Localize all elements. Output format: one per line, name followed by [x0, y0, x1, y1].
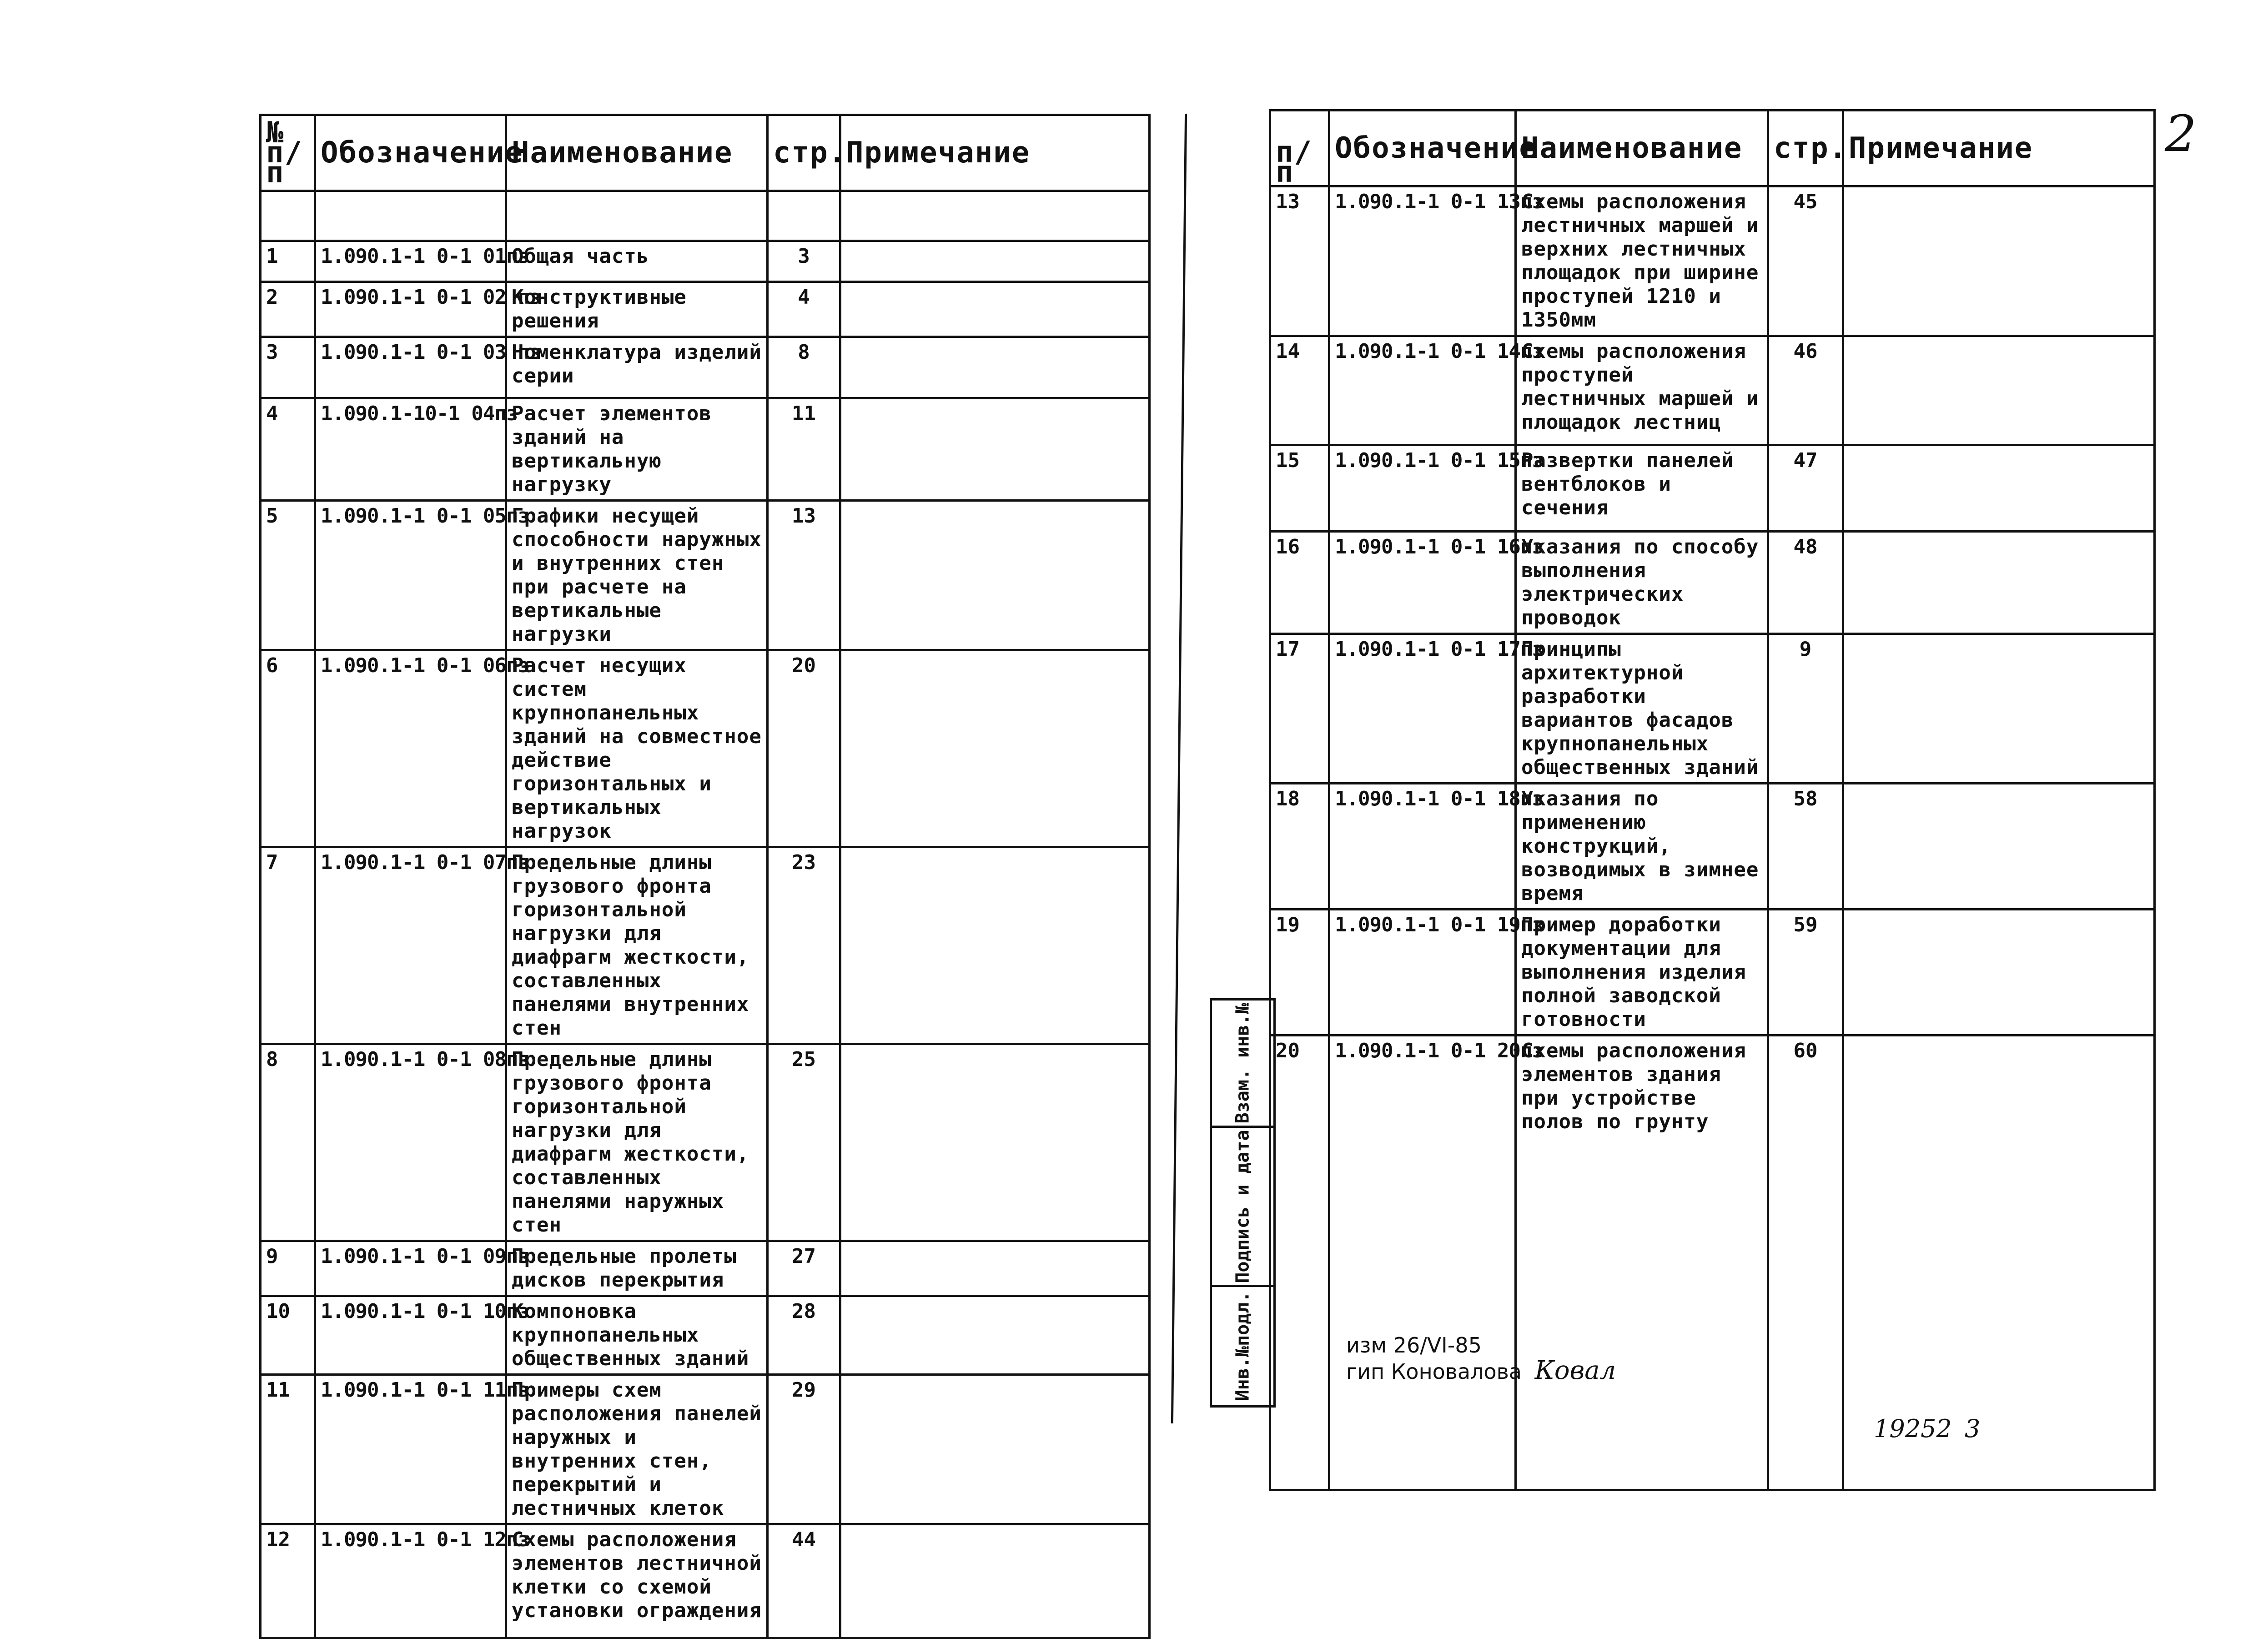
row-name: Конструктивные решения: [506, 282, 768, 337]
row-name: Номенклатура изделий серии: [506, 337, 768, 398]
col-code-header: Обозначение: [1329, 111, 1516, 186]
stamp-inv-podl-label: Инв.№подл.: [1232, 1291, 1253, 1401]
row-code: 1.090.1-1 0-1 05пз: [315, 501, 506, 650]
row-page: 59: [1768, 910, 1843, 1036]
table-row: [1270, 186, 2155, 336]
row-code: 1.090.1-1 0-1 07пз: [315, 847, 506, 1044]
row-number: 16: [1270, 532, 1329, 634]
row-note: [840, 1296, 1150, 1375]
table-row: [1270, 634, 2155, 784]
row-page: 48: [1768, 532, 1843, 634]
table-row: [261, 1524, 1150, 1638]
table-row: [261, 1375, 1150, 1524]
row-code: 1.090.1-1 0-1 02 пз: [315, 282, 506, 337]
stamp-inv-vzam-label: Взам. инв.№: [1232, 1003, 1253, 1123]
table-row: [261, 1241, 1150, 1296]
row-number: 17: [1270, 634, 1329, 784]
row-name: Указания по способу выполнения электрических проводок: [1516, 532, 1768, 634]
row-note: [840, 650, 1150, 847]
stamp-sign-date: [1212, 1128, 1273, 1287]
row-page: 45: [1768, 186, 1843, 336]
row-note: [840, 501, 1150, 650]
table-row: [261, 847, 1150, 1044]
table-header-row: [261, 115, 1150, 191]
row-page: 44: [768, 1524, 840, 1638]
left-register-table: [259, 114, 1151, 1639]
row-number: 4: [261, 398, 315, 501]
table-row: [261, 337, 1150, 398]
row-name: Предельные длины грузового фронта горизонтальной нагрузки для диафрагм жесткости, составленных панелями внутренних стен: [506, 847, 768, 1044]
page-mark: 2: [2165, 105, 2197, 163]
row-page: 27: [768, 1241, 840, 1296]
change-note-author: гип Коновалова: [1346, 1359, 1522, 1384]
table-row: [1270, 445, 2155, 532]
row-name: Общая часть: [506, 241, 768, 282]
row-note: [840, 337, 1150, 398]
row-note: [1843, 634, 2155, 784]
row-page: 3: [768, 241, 840, 282]
change-note: [1346, 1332, 1616, 1384]
footer-sheet-number: 3: [1965, 1414, 1981, 1443]
row-code: 1.090.1-1 0-1 11пз: [315, 1375, 506, 1524]
table-row: [1270, 336, 2155, 445]
row-page: 60: [1768, 1036, 1843, 1490]
row-note: [1843, 910, 2155, 1036]
row-number: 8: [261, 1044, 315, 1241]
row-page: 8: [768, 337, 840, 398]
row-number: 3: [261, 337, 315, 398]
row-page: [768, 191, 840, 241]
row-note: [840, 1241, 1150, 1296]
row-name: Примеры схем расположения панелей наружных и внутренних стен, перекрытий и лестничных клеток: [506, 1375, 768, 1524]
row-page: 9: [1768, 634, 1843, 784]
change-note-line1: изм 26/VI-85: [1346, 1333, 1482, 1357]
left-register-sheet: [259, 114, 1148, 1639]
row-code: 1.090.1-1 0-1 16пз: [1329, 532, 1516, 634]
right-register-table: [1269, 109, 2156, 1491]
row-code: [315, 191, 506, 241]
table-row: [261, 398, 1150, 501]
footer-doc-number: 19252: [1874, 1414, 1952, 1443]
row-name: Указания по применению конструкций, возводимых в зимнее время: [1516, 784, 1768, 910]
row-number: 1: [261, 241, 315, 282]
table-row: [261, 1296, 1150, 1375]
table-row: [261, 501, 1150, 650]
row-note: [1843, 445, 2155, 532]
row-code: 1.090.1-1 0-1 03 пз: [315, 337, 506, 398]
row-name: Предельные пролеты дисков перекрытия: [506, 1241, 768, 1296]
row-code: 1.090.1-1 0-1 01пз: [315, 241, 506, 282]
table-row: [261, 191, 1150, 241]
row-name: Расчет элементов зданий на вертикальную нагрузку: [506, 398, 768, 501]
row-number: 13: [1270, 186, 1329, 336]
row-name: [506, 191, 768, 241]
row-note: [840, 191, 1150, 241]
stamp-sign-date-label: Подпись и дата: [1232, 1129, 1253, 1283]
row-note: [840, 847, 1150, 1044]
table-row: [261, 1044, 1150, 1241]
col-note-header: Примечание: [1843, 111, 2155, 186]
row-number: 15: [1270, 445, 1329, 532]
row-name: Предельные длины грузового фронта горизонтальной нагрузки для диафрагм жесткости, составленных панелями наружных стен: [506, 1044, 768, 1241]
change-note-line2: [1346, 1358, 1616, 1384]
row-note: [840, 282, 1150, 337]
row-code: 1.090.1-1 0-1 20пз: [1329, 1036, 1516, 1490]
row-code: 1.090.1-1 0-1 10пз: [315, 1296, 506, 1375]
table-row: [1270, 532, 2155, 634]
row-note: [840, 398, 1150, 501]
row-code: 1.090.1-10-1 04пз: [315, 398, 506, 501]
table-row: [261, 650, 1150, 847]
row-code: 1.090.1-1 0-1 19пз: [1329, 910, 1516, 1036]
row-code: 1.090.1-1 0-1 13пз: [1329, 186, 1516, 336]
row-page: 25: [768, 1044, 840, 1241]
row-name: Пример доработки документации для выполнения изделия полной заводской готовности: [1516, 910, 1768, 1036]
row-page: 29: [768, 1375, 840, 1524]
row-page: 4: [768, 282, 840, 337]
row-number: 10: [261, 1296, 315, 1375]
right-register-sheet: [1269, 109, 2153, 1491]
col-note-header: Примечание: [840, 115, 1150, 191]
row-number: 19: [1270, 910, 1329, 1036]
table-row: [261, 282, 1150, 337]
col-name-header: Наименование: [506, 115, 768, 191]
row-code: 1.090.1-1 0-1 18пз: [1329, 784, 1516, 910]
row-number: 5: [261, 501, 315, 650]
row-number: 9: [261, 1241, 315, 1296]
row-page: 11: [768, 398, 840, 501]
row-number: 6: [261, 650, 315, 847]
col-page-header: стр.: [1768, 111, 1843, 186]
row-name: Графики несущей способности наружных и внутренних стен при расчете на вертикальные нагрузки: [506, 501, 768, 650]
col-num-header: № п/п: [261, 115, 315, 191]
row-page: 23: [768, 847, 840, 1044]
row-note: [1843, 784, 2155, 910]
row-name: Развертки панелей вентблоков и сечения: [1516, 445, 1768, 532]
row-number: 7: [261, 847, 315, 1044]
row-note: [840, 241, 1150, 282]
row-name: Расчет несущих систем крупнопанельных зданий на совместное действие горизонтальных и вертикальных нагрузок: [506, 650, 768, 847]
row-number: 14: [1270, 336, 1329, 445]
row-code: 1.090.1-1 0-1 06пз: [315, 650, 506, 847]
signature: Ковал: [1534, 1356, 1616, 1385]
row-name: Схемы расположения лестничных маршей и верхних лестничных площадок при ширине проступей 1210 и 1350мм: [1516, 186, 1768, 336]
col-num-header: п/п: [1270, 111, 1329, 186]
row-page: 46: [1768, 336, 1843, 445]
row-name: Схемы расположения элементов здания при устройстве полов по грунту: [1516, 1036, 1768, 1490]
row-page: 58: [1768, 784, 1843, 910]
row-note: [1843, 336, 2155, 445]
side-stamp: [1210, 998, 1276, 1408]
row-code: 1.090.1-1 0-1 15пз: [1329, 445, 1516, 532]
row-note: [1843, 532, 2155, 634]
col-page-header: стр.: [768, 115, 840, 191]
table-row: [1270, 784, 2155, 910]
row-page: 20: [768, 650, 840, 847]
row-number: 18: [1270, 784, 1329, 910]
fold-line: [1171, 114, 1187, 1423]
row-number: 12: [261, 1524, 315, 1638]
stamp-inv-podl: [1212, 1287, 1273, 1405]
row-name: Компоновка крупнопанельных общественных зданий: [506, 1296, 768, 1375]
row-code: 1.090.1-1 0-1 17пз: [1329, 634, 1516, 784]
row-number: 11: [261, 1375, 315, 1524]
stamp-inv-vzam: [1212, 1000, 1273, 1128]
row-code: 1.090.1-1 0-1 09пз: [315, 1241, 506, 1296]
row-number: 20: [1270, 1036, 1329, 1490]
row-name: Схемы расположения элементов лестничной клетки со схемой установки ограждения: [506, 1524, 768, 1638]
row-number: 2: [261, 282, 315, 337]
row-note: [840, 1524, 1150, 1638]
table-row: [261, 241, 1150, 282]
table-row: [1270, 910, 2155, 1036]
table-row: [1270, 1036, 2155, 1490]
row-note: [840, 1375, 1150, 1524]
row-code: 1.090.1-1 0-1 08пз: [315, 1044, 506, 1241]
col-code-header: Обозначение: [315, 115, 506, 191]
col-name-header: Наименование: [1516, 111, 1768, 186]
row-page: 13: [768, 501, 840, 650]
row-number: [261, 191, 315, 241]
row-code: 1.090.1-1 0-1 14пз: [1329, 336, 1516, 445]
row-name: Схемы расположения проступей лестничных маршей и площадок лестниц: [1516, 336, 1768, 445]
row-note: [1843, 186, 2155, 336]
row-code: 1.090.1-1 0-1 12пз: [315, 1524, 506, 1638]
row-page: 47: [1768, 445, 1843, 532]
row-page: 28: [768, 1296, 840, 1375]
row-note: [840, 1044, 1150, 1241]
row-name: Принципы архитектурной разработки вариантов фасадов крупнопанельных общественных зданий: [1516, 634, 1768, 784]
table-header-row: [1270, 111, 2155, 186]
